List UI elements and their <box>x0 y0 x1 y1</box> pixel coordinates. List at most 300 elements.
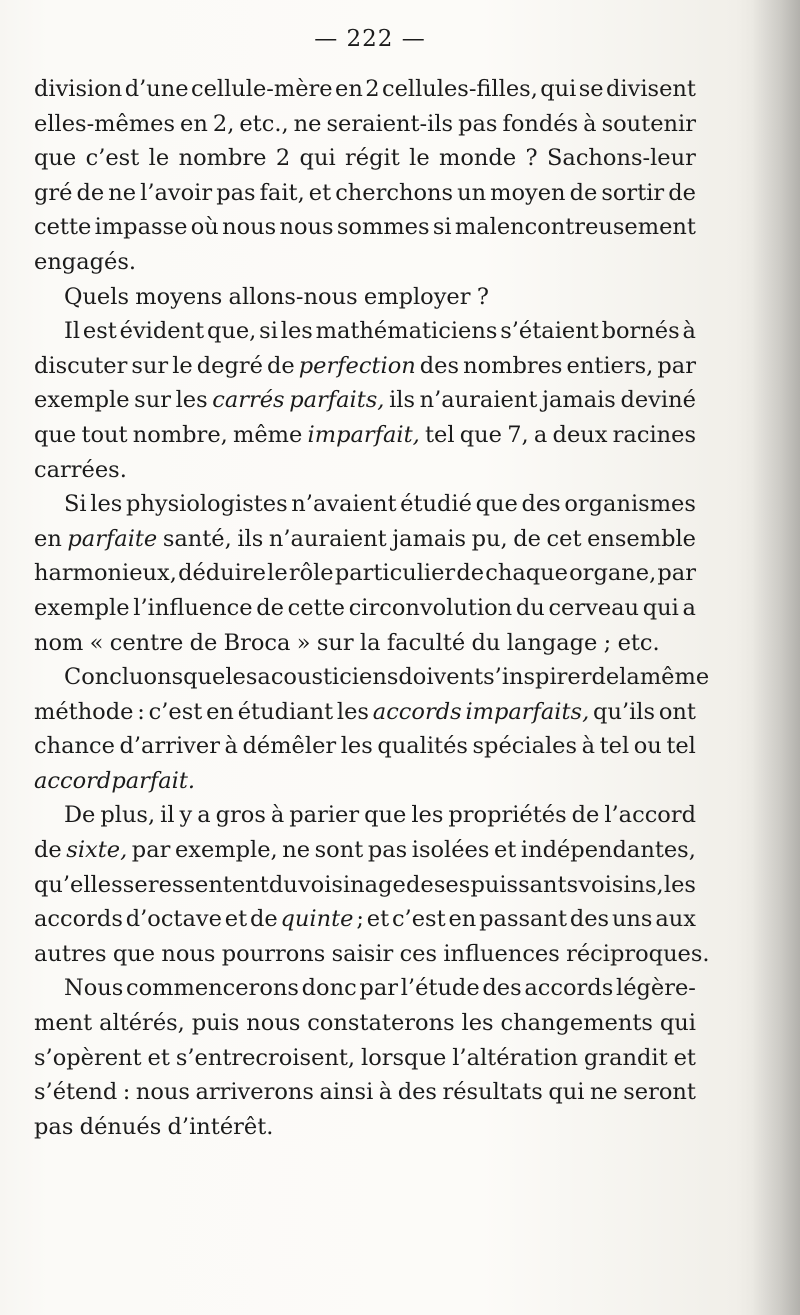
word: c’est <box>85 145 140 172</box>
word: qu’elles <box>34 871 123 898</box>
word: ment <box>34 1010 93 1037</box>
word: chaque <box>485 560 568 587</box>
word: seront <box>623 1079 696 1106</box>
text-line <box>34 280 696 315</box>
word: jamais <box>392 525 467 552</box>
word: d’arriver <box>119 733 220 760</box>
word: sommes <box>336 214 430 241</box>
word: discuter <box>34 352 128 379</box>
word: sixte, <box>66 837 128 864</box>
word: allons-nous <box>228 283 358 310</box>
word: plus, <box>100 802 156 829</box>
text-line <box>34 176 696 211</box>
word: sur <box>134 387 171 414</box>
word: que <box>183 664 226 691</box>
word: cet <box>546 525 582 552</box>
word: l’avoir <box>140 179 213 206</box>
word: soutenir <box>601 110 696 137</box>
word: sur <box>131 352 169 379</box>
word: seraient-ils <box>326 110 454 137</box>
word: les <box>340 733 373 760</box>
word: l’étude <box>400 975 480 1002</box>
word: donc <box>301 975 357 1002</box>
text-line <box>34 695 696 730</box>
word: entiers, <box>566 352 654 379</box>
word: de <box>668 179 696 206</box>
word: si <box>432 214 452 241</box>
word: s’inspirer <box>483 664 592 691</box>
text-line <box>34 556 696 591</box>
word: a <box>533 421 548 448</box>
word: cellules-filles, <box>381 76 538 102</box>
word: puis <box>191 1010 240 1037</box>
word: ne <box>108 179 137 206</box>
word: si <box>259 318 278 345</box>
word: Il <box>64 318 81 345</box>
word: nombre <box>178 145 267 172</box>
word: fait, <box>259 179 305 206</box>
word: cherchons <box>335 179 454 206</box>
word: du <box>268 871 298 898</box>
word: que, <box>206 318 257 345</box>
word: altérés, <box>99 1010 185 1037</box>
word: moyens <box>135 283 223 310</box>
word: pas <box>458 110 498 137</box>
word: 2 <box>275 145 291 172</box>
word: acousticiens <box>257 664 399 691</box>
word: sont <box>314 837 364 864</box>
word: que <box>34 421 77 448</box>
word: par <box>131 837 171 864</box>
word: de <box>591 664 620 691</box>
word: fondés <box>502 110 579 137</box>
word: a <box>682 594 696 621</box>
text-line <box>34 868 696 903</box>
word: carrées. <box>34 456 127 483</box>
word: résultats <box>442 1079 543 1106</box>
word: à <box>270 802 285 829</box>
word: deviné <box>620 387 696 414</box>
word: du <box>471 629 501 656</box>
word: isolées <box>411 837 490 864</box>
word: : <box>122 1079 131 1106</box>
word: accord <box>34 767 112 794</box>
word: chance <box>34 733 115 760</box>
word: à <box>224 733 238 760</box>
word: commencerons <box>126 975 299 1002</box>
word: accords <box>34 906 123 933</box>
word: exemple, <box>174 837 278 864</box>
text-line <box>34 245 696 280</box>
word: ? <box>476 283 489 310</box>
word: de <box>405 871 434 898</box>
word: Concluons <box>64 664 184 691</box>
word: divisent <box>606 76 696 102</box>
word: démêler <box>242 733 337 760</box>
word: jamais <box>541 387 616 414</box>
word: c’est <box>148 698 203 725</box>
word: dénués <box>79 1113 162 1140</box>
word: physiologistes <box>125 491 288 518</box>
word: ne <box>293 110 322 137</box>
word: cette <box>34 214 92 241</box>
word: faculté <box>386 629 466 656</box>
word: des <box>419 352 460 379</box>
word: n’avaient <box>291 491 397 518</box>
page-number: — 222 — <box>314 26 426 52</box>
word: parfaite <box>67 525 158 552</box>
word: par <box>359 975 398 1002</box>
word: propriétés <box>448 802 567 829</box>
word: grandit <box>583 1044 668 1071</box>
word: influences <box>443 940 560 967</box>
word: à <box>581 733 596 760</box>
word: méthode <box>34 698 134 725</box>
word: rôle <box>288 560 334 587</box>
word: constaterons <box>307 1010 455 1037</box>
word: et <box>147 1044 170 1071</box>
word: imparfait, <box>307 421 420 448</box>
word: Sachons-leur <box>547 145 696 172</box>
word: ressentent <box>147 871 269 898</box>
word: les <box>461 1010 494 1037</box>
word: d’octave <box>125 906 222 933</box>
word: en <box>180 110 208 137</box>
word: en <box>206 698 234 725</box>
body-text <box>34 72 710 1144</box>
word: accords <box>524 975 614 1002</box>
text-line <box>34 1041 696 1076</box>
word: qu’ils <box>593 698 656 725</box>
text-line <box>34 764 696 799</box>
word: ils <box>389 387 416 414</box>
word: le <box>148 145 170 172</box>
word: les <box>90 491 123 518</box>
word: saisir <box>331 940 394 967</box>
word: division <box>34 76 123 102</box>
word: en <box>448 906 477 933</box>
word: des <box>521 491 561 518</box>
text-line <box>34 522 696 557</box>
word: en <box>335 76 363 102</box>
word: deux <box>552 421 608 448</box>
word: et <box>224 906 248 933</box>
word: l’accord <box>604 802 696 829</box>
word: s’opèrent <box>34 1044 142 1071</box>
word: ; <box>356 906 364 933</box>
word: de <box>456 560 485 587</box>
word: langage <box>506 629 598 656</box>
word: pas <box>216 179 256 206</box>
word: tout <box>81 421 128 448</box>
word: exemple <box>34 387 130 414</box>
word: de <box>267 352 295 379</box>
word: et <box>366 906 390 933</box>
word: un <box>457 179 487 206</box>
word: l’altération <box>452 1044 578 1071</box>
word: lorsque <box>361 1044 447 1071</box>
word: moyen <box>490 179 566 206</box>
word: s’étaient <box>500 318 599 345</box>
word: gré <box>34 179 73 206</box>
word: c’est <box>391 906 446 933</box>
word: est <box>82 318 117 345</box>
word: de <box>569 179 598 206</box>
text-line <box>34 626 696 661</box>
word: bornés <box>601 318 680 345</box>
text-line <box>34 1110 696 1145</box>
word: 7, <box>507 421 529 448</box>
word: malencontreusement <box>454 214 696 241</box>
word: exemple <box>34 594 130 621</box>
text-line <box>34 937 710 972</box>
word: autres <box>34 940 107 967</box>
word: changements <box>500 1010 653 1037</box>
word: des <box>482 975 522 1002</box>
word: les <box>411 802 444 829</box>
word: Broca <box>223 629 291 656</box>
word: sur <box>316 629 354 656</box>
word: de <box>513 525 541 552</box>
word: les <box>175 387 208 414</box>
word: même <box>639 664 710 691</box>
word: qualités <box>377 733 468 760</box>
word: d’intérêt. <box>167 1113 274 1140</box>
word: a <box>197 802 211 829</box>
text-line <box>34 729 696 764</box>
word: doivent <box>398 664 484 691</box>
word: évident <box>119 318 205 345</box>
word: voisins, <box>578 871 664 898</box>
word: passant <box>479 906 567 933</box>
word: parfaits, <box>289 387 385 414</box>
word: 2, <box>212 110 235 137</box>
word: de <box>189 629 218 656</box>
word: que <box>112 940 156 967</box>
text-line <box>34 971 696 1006</box>
word: et <box>308 179 332 206</box>
word: qui <box>299 145 336 172</box>
word: nous <box>246 1010 301 1037</box>
word: indépendantes, <box>520 837 696 864</box>
word: des <box>569 906 610 933</box>
word: » <box>296 629 311 656</box>
text-line <box>34 349 696 384</box>
word: étudiant <box>237 698 334 725</box>
word: spéciales <box>472 733 578 760</box>
word: Nous <box>64 975 124 1002</box>
text-line <box>34 1006 696 1041</box>
text-line <box>34 72 696 107</box>
word: le <box>267 560 288 587</box>
word: ces <box>399 940 438 967</box>
word: organismes <box>564 491 696 518</box>
word: nom <box>34 629 84 656</box>
word: déduire <box>178 560 266 587</box>
word: de <box>34 837 62 864</box>
word: nombre, <box>132 421 228 448</box>
word: santé, <box>162 525 232 552</box>
word: même <box>233 421 303 448</box>
word: nombres <box>463 352 563 379</box>
word: étudié <box>400 491 472 518</box>
word: organe, <box>569 560 657 587</box>
word: se <box>122 871 148 898</box>
word: de <box>76 179 105 206</box>
word: par <box>657 352 696 379</box>
word: réciproques. <box>566 940 710 967</box>
word: ne <box>589 1079 618 1106</box>
word: De <box>64 802 96 829</box>
text-line <box>34 591 696 626</box>
word: uns <box>611 906 653 933</box>
text-line <box>34 798 696 833</box>
word: tel <box>666 733 696 760</box>
text-line <box>34 833 696 868</box>
text-line <box>34 210 696 245</box>
word: et <box>673 1044 696 1071</box>
word: qui <box>548 1079 585 1106</box>
word: ne <box>282 837 311 864</box>
word: mathématiciens <box>315 318 498 345</box>
word: « <box>89 629 104 656</box>
word: la <box>619 664 640 691</box>
word: : <box>137 698 145 725</box>
word: centre <box>109 629 184 656</box>
word: en <box>34 525 62 552</box>
word: carrés <box>212 387 285 414</box>
word: légère- <box>616 975 696 1002</box>
word: tel <box>599 733 630 760</box>
word: se <box>578 76 604 102</box>
word: employer <box>363 283 471 310</box>
word: parier <box>289 802 360 829</box>
word: accords <box>372 698 462 725</box>
word: l’influence <box>133 594 253 621</box>
text-line <box>34 453 696 488</box>
word: qui <box>659 1010 696 1037</box>
text-line <box>34 902 696 937</box>
word: nous <box>161 940 216 967</box>
text-line <box>34 314 696 349</box>
word: des <box>397 1079 437 1106</box>
word: ensemble <box>587 525 696 552</box>
word: ainsi <box>319 1079 374 1106</box>
text-line <box>34 418 696 453</box>
word: cette <box>287 594 345 621</box>
text-line <box>34 383 696 418</box>
word: du <box>515 594 545 621</box>
word: 2 <box>365 76 380 102</box>
word: sortir <box>601 179 665 206</box>
word: ont <box>658 698 696 725</box>
word: par <box>657 560 696 587</box>
word: les <box>280 318 313 345</box>
word: à <box>378 1079 393 1106</box>
word: pas <box>34 1113 74 1140</box>
word: à <box>583 110 597 137</box>
word: engagés. <box>34 248 137 275</box>
word: racines <box>612 421 696 448</box>
word: et <box>493 837 517 864</box>
word: ; <box>603 629 612 656</box>
word: cerveau <box>548 594 640 621</box>
word: la <box>359 629 381 656</box>
word: nous <box>279 214 334 241</box>
word: Si <box>64 491 87 518</box>
word: quinte <box>280 906 354 933</box>
word: impasse <box>94 214 188 241</box>
word: Quels <box>64 283 129 310</box>
word: que <box>364 802 407 829</box>
word: circonvolution <box>348 594 513 621</box>
word: il <box>160 802 175 829</box>
word: de <box>249 906 278 933</box>
word: perfection <box>298 352 416 379</box>
word: voisinage <box>297 871 406 898</box>
word: le <box>172 352 193 379</box>
word: les <box>663 871 696 898</box>
word: où <box>190 214 219 241</box>
word: nous <box>135 1079 190 1106</box>
word: particulier <box>334 560 456 587</box>
word: pas <box>367 837 408 864</box>
word: nous <box>222 214 277 241</box>
word: gros <box>215 802 266 829</box>
word: etc. <box>617 629 660 656</box>
word: y <box>179 802 193 829</box>
word: monde <box>439 145 517 172</box>
word: que <box>34 145 77 172</box>
word: pourrons <box>221 940 326 967</box>
word: que <box>475 491 518 518</box>
word: harmonieux, <box>34 560 177 587</box>
word: parfait. <box>111 767 196 794</box>
word: les <box>225 664 258 691</box>
word: ils <box>237 525 264 552</box>
word: régit <box>345 145 400 172</box>
word: cellule-mère <box>190 76 333 102</box>
word: s’entrecroisent, <box>175 1044 356 1071</box>
word: ses <box>433 871 471 898</box>
word: qui <box>540 76 577 102</box>
word: degré <box>196 352 263 379</box>
word: de <box>256 594 284 621</box>
word: le <box>409 145 430 172</box>
word: s’étend <box>34 1079 118 1106</box>
word: aux <box>655 906 696 933</box>
word: elles-mêmes <box>34 110 176 137</box>
text-line <box>34 141 696 176</box>
word: les <box>336 698 369 725</box>
word: que <box>459 421 502 448</box>
word: ou <box>633 733 662 760</box>
word: qui <box>642 594 679 621</box>
word: arriverons <box>195 1079 314 1106</box>
word: etc., <box>239 110 289 137</box>
word: imparfaits, <box>465 698 590 725</box>
word: pu, <box>471 525 508 552</box>
text-line <box>34 107 696 142</box>
word: d’une <box>124 76 189 102</box>
word: puissants <box>470 871 579 898</box>
text-line <box>34 660 710 695</box>
text-line <box>34 1075 696 1110</box>
word: tel <box>425 421 455 448</box>
word: ? <box>525 145 538 172</box>
word: à <box>682 318 696 345</box>
word: de <box>571 802 600 829</box>
